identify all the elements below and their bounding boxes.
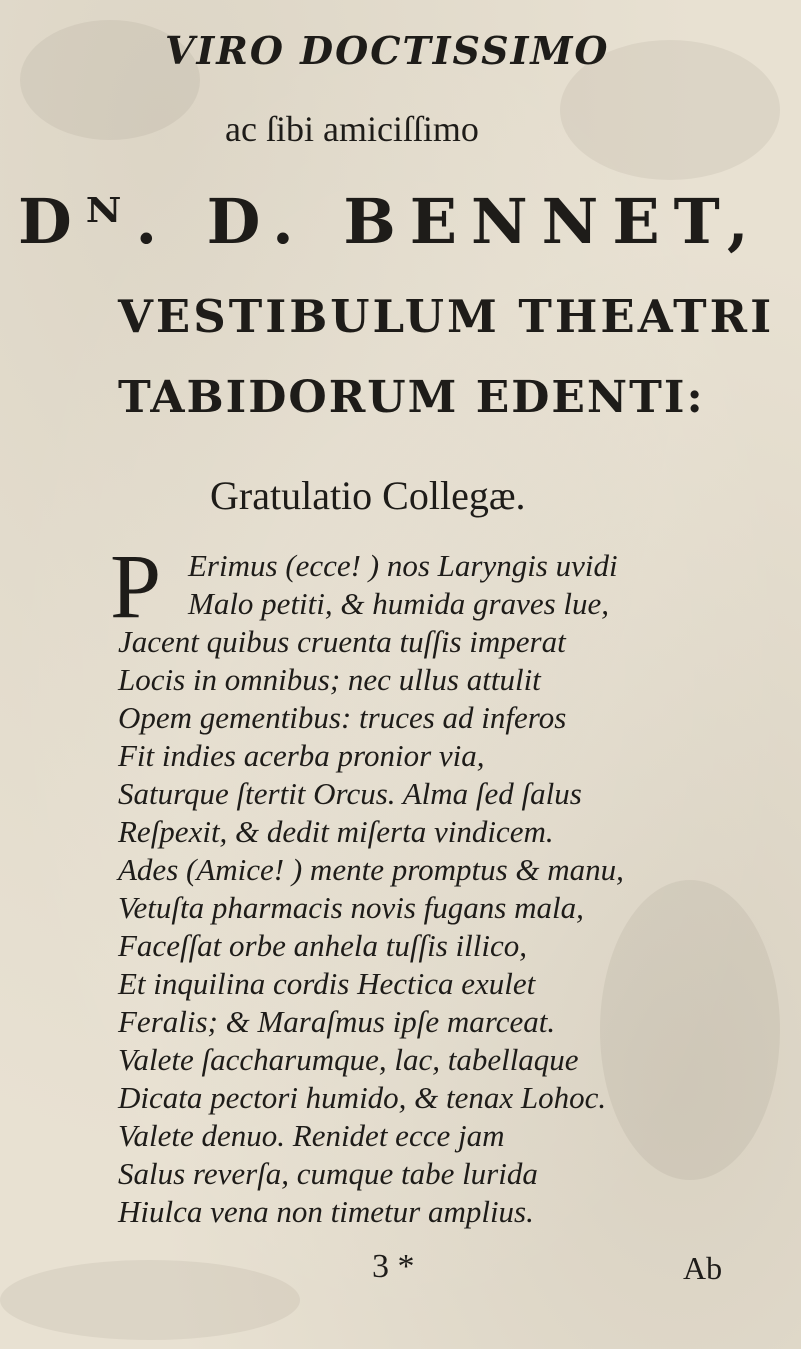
dedication-line-2: ac ſibi amiciſſimo xyxy=(225,109,479,149)
poem-line: Jacent quibus cruenta tuſſis imperat xyxy=(118,624,566,659)
title-line-1: VESTIBULUM THEATRI xyxy=(118,290,775,343)
poem-subtitle: Gratulatio Collegæ. xyxy=(210,473,526,518)
poem-line: Reſpexit, & dedit miſerta vindicem. xyxy=(118,814,554,849)
dedication-line-1: VIRO DOCTISSIMO xyxy=(165,28,610,73)
poem-line: Et inquilina cordis Hectica exulet xyxy=(118,966,536,1001)
title-line-2: TABIDORUM EDENTI: xyxy=(118,372,705,423)
drop-cap: P xyxy=(110,535,162,637)
poem-line: Hiulca vena non timetur amplius. xyxy=(118,1194,534,1229)
poem-line: Locis in omnibus; nec ullus attulit xyxy=(118,662,541,697)
poem-line: Saturque ſtertit Orcus. Alma ſed ſalus xyxy=(118,776,582,811)
poem-line: Feralis; & Maraſmus ipſe marceat. xyxy=(118,1004,556,1039)
paper-stain xyxy=(600,880,780,1180)
poem-line: Salus reverſa, cumque tabe lurida xyxy=(118,1156,538,1191)
poem-line: Faceſſat orbe anhela tuſſis illico, xyxy=(118,928,527,963)
recipient-name: Dᴺ. D. BENNET, xyxy=(18,185,763,258)
poem-line: Erimus (ecce! ) nos Laryngis uvidi xyxy=(188,548,618,583)
paper-stain xyxy=(0,1260,300,1340)
catchword: Ab xyxy=(683,1250,723,1286)
poem-line: Valete ſaccharumque, lac, tabellaque xyxy=(118,1042,579,1077)
poem-line: Malo petiti, & humida graves lue, xyxy=(188,586,610,621)
poem-line: Ades (Amice! ) mente promptus & manu, xyxy=(118,852,624,887)
signature-mark: 3 * xyxy=(372,1248,415,1285)
poem-line: Fit indies acerba pronior via, xyxy=(118,738,485,773)
poem-line: Dicata pectori humido, & tenax Lohoc. xyxy=(118,1080,607,1115)
poem-line: Opem gementibus: truces ad inferos xyxy=(118,700,567,735)
poem-line: Vetuſta pharmacis novis fugans mala, xyxy=(118,890,584,925)
poem-line: Valete denuo. Renidet ecce jam xyxy=(118,1118,505,1153)
